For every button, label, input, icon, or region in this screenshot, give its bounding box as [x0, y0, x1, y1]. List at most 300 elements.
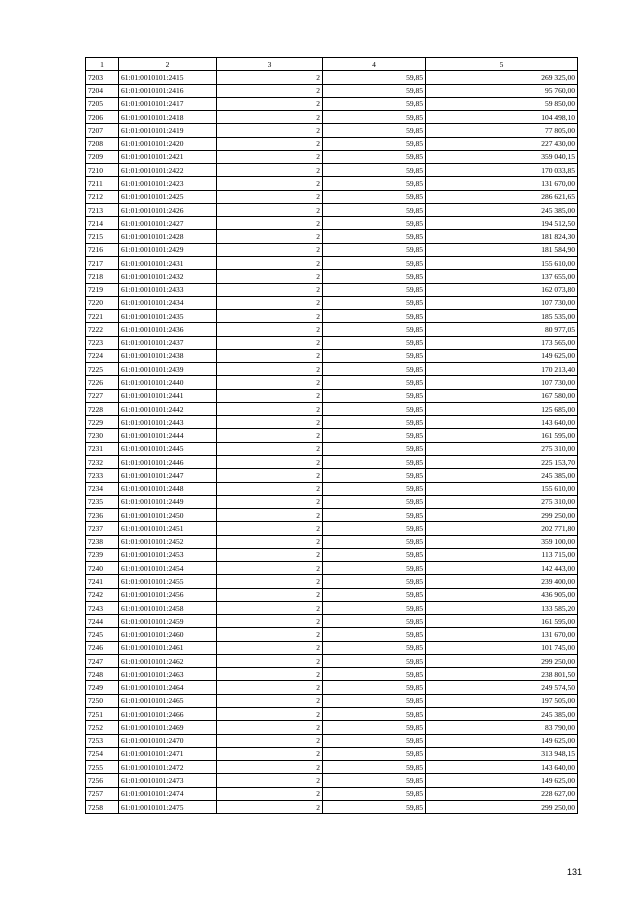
table-cell: 131 670,00 — [426, 177, 578, 190]
table-cell: 59,85 — [323, 721, 426, 734]
table-cell: 61:01:0010101:2433 — [119, 283, 217, 296]
table-cell: 7220 — [86, 296, 119, 309]
table-row — [86, 349, 578, 362]
table-cell: 2 — [217, 548, 323, 561]
table-cell: 2 — [217, 203, 323, 216]
table-cell: 61:01:0010101:2462 — [119, 654, 217, 667]
table-row — [86, 628, 578, 641]
table-cell: 161 595,00 — [426, 429, 578, 442]
table-cell: 245 385,00 — [426, 203, 578, 216]
table-cell: 59,85 — [323, 111, 426, 124]
table-row — [86, 310, 578, 323]
table-row — [86, 747, 578, 760]
table-cell: 7219 — [86, 283, 119, 296]
table-cell: 61:01:0010101:2453 — [119, 548, 217, 561]
table-cell: 2 — [217, 416, 323, 429]
table-cell: 107 730,00 — [426, 296, 578, 309]
table-cell: 245 385,00 — [426, 708, 578, 721]
table-cell: 59,85 — [323, 363, 426, 376]
table-cell: 249 574,50 — [426, 681, 578, 694]
table-cell: 2 — [217, 124, 323, 137]
table-cell: 61:01:0010101:2458 — [119, 601, 217, 614]
table-row — [86, 137, 578, 150]
table-cell: 7223 — [86, 336, 119, 349]
table-cell: 2 — [217, 349, 323, 362]
table-cell: 59,85 — [323, 164, 426, 177]
table-cell: 2 — [217, 708, 323, 721]
table-cell: 61:01:0010101:2432 — [119, 270, 217, 283]
table-cell: 59,85 — [323, 349, 426, 362]
table-cell: 2 — [217, 668, 323, 681]
table-cell: 7249 — [86, 681, 119, 694]
table-cell: 7256 — [86, 774, 119, 787]
table-cell: 61:01:0010101:2442 — [119, 402, 217, 415]
table-row — [86, 694, 578, 707]
table-cell: 61:01:0010101:2473 — [119, 774, 217, 787]
table-cell: 61:01:0010101:2472 — [119, 761, 217, 774]
table-row — [86, 588, 578, 601]
table-cell: 181 584,90 — [426, 243, 578, 256]
table-cell: 59,85 — [323, 256, 426, 269]
table-cell: 61:01:0010101:2435 — [119, 310, 217, 323]
table-cell: 59,85 — [323, 84, 426, 97]
table-cell: 61:01:0010101:2470 — [119, 734, 217, 747]
table-cell: 7253 — [86, 734, 119, 747]
table-cell: 7241 — [86, 575, 119, 588]
table-cell: 185 535,00 — [426, 310, 578, 323]
table-cell: 7255 — [86, 761, 119, 774]
table-cell: 7237 — [86, 522, 119, 535]
table-cell: 59,85 — [323, 455, 426, 468]
table-cell: 149 625,00 — [426, 349, 578, 362]
table-cell: 133 585,20 — [426, 601, 578, 614]
table-cell: 7210 — [86, 164, 119, 177]
table-row — [86, 84, 578, 97]
table-cell: 228 627,00 — [426, 787, 578, 800]
table-cell: 61:01:0010101:2431 — [119, 256, 217, 269]
table-cell: 161 595,00 — [426, 615, 578, 628]
table-cell: 125 685,00 — [426, 402, 578, 415]
table-cell: 61:01:0010101:2450 — [119, 509, 217, 522]
table-cell: 238 801,50 — [426, 668, 578, 681]
table-cell: 2 — [217, 774, 323, 787]
table-row — [86, 721, 578, 734]
table-cell: 59,85 — [323, 601, 426, 614]
table-row — [86, 761, 578, 774]
table-cell: 2 — [217, 137, 323, 150]
table-cell: 313 948,15 — [426, 747, 578, 760]
table-cell: 7243 — [86, 601, 119, 614]
table-cell: 61:01:0010101:2456 — [119, 588, 217, 601]
table-cell: 7245 — [86, 628, 119, 641]
table-cell: 2 — [217, 601, 323, 614]
table-cell: 2 — [217, 310, 323, 323]
table-cell: 61:01:0010101:2463 — [119, 668, 217, 681]
table-cell: 227 430,00 — [426, 137, 578, 150]
table-cell: 61:01:0010101:2446 — [119, 455, 217, 468]
table-row — [86, 283, 578, 296]
table-cell: 2 — [217, 389, 323, 402]
table-cell: 2 — [217, 495, 323, 508]
table-cell: 61:01:0010101:2440 — [119, 376, 217, 389]
table-cell: 7252 — [86, 721, 119, 734]
table-cell: 61:01:0010101:2428 — [119, 230, 217, 243]
table-cell: 61:01:0010101:2434 — [119, 296, 217, 309]
table-cell: 59,85 — [323, 641, 426, 654]
table-cell: 61:01:0010101:2438 — [119, 349, 217, 362]
table-cell: 59,85 — [323, 774, 426, 787]
table-cell: 7213 — [86, 203, 119, 216]
table-cell: 95 760,00 — [426, 84, 578, 97]
table-cell: 2 — [217, 84, 323, 97]
table-cell: 59,85 — [323, 522, 426, 535]
table-cell: 59,85 — [323, 442, 426, 455]
table-cell: 61:01:0010101:2466 — [119, 708, 217, 721]
table-cell: 7230 — [86, 429, 119, 442]
data-table — [85, 57, 578, 814]
table-row — [86, 111, 578, 124]
table-cell: 149 625,00 — [426, 774, 578, 787]
table-row — [86, 124, 578, 137]
table-row — [86, 164, 578, 177]
table-cell: 59,85 — [323, 336, 426, 349]
column-header-2: 2 — [119, 58, 217, 71]
table-cell: 142 443,00 — [426, 562, 578, 575]
table-cell: 7221 — [86, 310, 119, 323]
table-row — [86, 230, 578, 243]
table-cell: 2 — [217, 694, 323, 707]
table-row — [86, 787, 578, 800]
table-cell: 7206 — [86, 111, 119, 124]
table-cell: 101 745,00 — [426, 641, 578, 654]
table-cell: 7212 — [86, 190, 119, 203]
table-row — [86, 203, 578, 216]
table-cell: 59,85 — [323, 270, 426, 283]
table-cell: 2 — [217, 230, 323, 243]
table-row — [86, 190, 578, 203]
table-cell: 61:01:0010101:2421 — [119, 150, 217, 163]
table-cell: 59,85 — [323, 761, 426, 774]
table-cell: 149 625,00 — [426, 734, 578, 747]
table-row — [86, 482, 578, 495]
table-cell: 104 498,10 — [426, 111, 578, 124]
table-cell: 2 — [217, 588, 323, 601]
table-cell: 107 730,00 — [426, 376, 578, 389]
table-row — [86, 509, 578, 522]
table-cell: 7258 — [86, 800, 119, 813]
table-cell: 7238 — [86, 535, 119, 548]
table-row — [86, 668, 578, 681]
table-cell: 59,85 — [323, 71, 426, 84]
table-cell: 2 — [217, 800, 323, 813]
table-cell: 2 — [217, 628, 323, 641]
table-row — [86, 535, 578, 548]
table-cell: 2 — [217, 217, 323, 230]
table-cell: 59,85 — [323, 509, 426, 522]
table-cell: 59,85 — [323, 787, 426, 800]
table-cell: 239 400,00 — [426, 575, 578, 588]
table-cell: 2 — [217, 522, 323, 535]
table-cell: 59,85 — [323, 150, 426, 163]
table-cell: 2 — [217, 97, 323, 110]
table-cell: 2 — [217, 71, 323, 84]
table-cell: 59,85 — [323, 708, 426, 721]
table-cell: 2 — [217, 323, 323, 336]
table-cell: 275 310,00 — [426, 442, 578, 455]
table-cell: 59,85 — [323, 429, 426, 442]
table-cell: 7250 — [86, 694, 119, 707]
table-cell: 7233 — [86, 469, 119, 482]
table-cell: 61:01:0010101:2425 — [119, 190, 217, 203]
table-cell: 59,85 — [323, 681, 426, 694]
table-cell: 197 505,00 — [426, 694, 578, 707]
table-cell: 7216 — [86, 243, 119, 256]
table-row — [86, 429, 578, 442]
table-header-row — [86, 58, 578, 71]
table-cell: 59,85 — [323, 283, 426, 296]
table-cell: 7224 — [86, 349, 119, 362]
table-cell: 59,85 — [323, 376, 426, 389]
table-cell: 2 — [217, 641, 323, 654]
table-cell: 143 640,00 — [426, 761, 578, 774]
table-cell: 59,85 — [323, 124, 426, 137]
table-cell: 7225 — [86, 363, 119, 376]
table-cell: 2 — [217, 177, 323, 190]
table-cell: 299 250,00 — [426, 654, 578, 667]
table-cell: 7239 — [86, 548, 119, 561]
table-cell: 2 — [217, 535, 323, 548]
table-cell: 7232 — [86, 455, 119, 468]
table-cell: 7251 — [86, 708, 119, 721]
table-cell: 59 850,00 — [426, 97, 578, 110]
table-cell: 59,85 — [323, 402, 426, 415]
table-row — [86, 256, 578, 269]
table-cell: 7246 — [86, 641, 119, 654]
table-cell: 155 610,00 — [426, 482, 578, 495]
table-cell: 170 033,85 — [426, 164, 578, 177]
table-cell: 2 — [217, 376, 323, 389]
table-cell: 7236 — [86, 509, 119, 522]
table-cell: 61:01:0010101:2475 — [119, 800, 217, 813]
table-cell: 7205 — [86, 97, 119, 110]
table-cell: 2 — [217, 256, 323, 269]
table-cell: 436 905,00 — [426, 588, 578, 601]
table-cell: 7257 — [86, 787, 119, 800]
table-cell: 61:01:0010101:2418 — [119, 111, 217, 124]
table-cell: 2 — [217, 429, 323, 442]
table-cell: 7235 — [86, 495, 119, 508]
table-cell: 2 — [217, 734, 323, 747]
table-cell: 299 250,00 — [426, 800, 578, 813]
table-cell: 59,85 — [323, 137, 426, 150]
table-cell: 275 310,00 — [426, 495, 578, 508]
table-row — [86, 442, 578, 455]
table-row — [86, 243, 578, 256]
table-cell: 59,85 — [323, 190, 426, 203]
table-cell: 59,85 — [323, 562, 426, 575]
table-cell: 7207 — [86, 124, 119, 137]
table-cell: 7217 — [86, 256, 119, 269]
column-header-1: 1 — [86, 58, 119, 71]
table-row — [86, 217, 578, 230]
table-cell: 61:01:0010101:2461 — [119, 641, 217, 654]
table-cell: 61:01:0010101:2417 — [119, 97, 217, 110]
table-cell: 7208 — [86, 137, 119, 150]
table-cell: 131 670,00 — [426, 628, 578, 641]
table-row — [86, 601, 578, 614]
table-cell: 59,85 — [323, 588, 426, 601]
table-cell: 2 — [217, 442, 323, 455]
table-cell: 2 — [217, 615, 323, 628]
table-cell: 80 977,05 — [426, 323, 578, 336]
table-cell: 7214 — [86, 217, 119, 230]
table-cell: 61:01:0010101:2474 — [119, 787, 217, 800]
table-cell: 7244 — [86, 615, 119, 628]
table-cell: 269 325,00 — [426, 71, 578, 84]
table-cell: 61:01:0010101:2449 — [119, 495, 217, 508]
table-cell: 7240 — [86, 562, 119, 575]
table-row — [86, 402, 578, 415]
table-cell: 2 — [217, 283, 323, 296]
table-row — [86, 548, 578, 561]
table-row — [86, 177, 578, 190]
table-cell: 7242 — [86, 588, 119, 601]
table-row — [86, 150, 578, 163]
table-cell: 181 824,30 — [426, 230, 578, 243]
table-cell: 2 — [217, 270, 323, 283]
table-row — [86, 654, 578, 667]
table-cell: 7209 — [86, 150, 119, 163]
table-row — [86, 734, 578, 747]
table-cell: 59,85 — [323, 800, 426, 813]
table-row — [86, 575, 578, 588]
table-cell: 61:01:0010101:2448 — [119, 482, 217, 495]
table-cell: 61:01:0010101:2454 — [119, 562, 217, 575]
table-row — [86, 641, 578, 654]
table-cell: 113 715,00 — [426, 548, 578, 561]
table-cell: 7204 — [86, 84, 119, 97]
table-cell: 2 — [217, 681, 323, 694]
table-cell: 173 565,00 — [426, 336, 578, 349]
table-row — [86, 323, 578, 336]
table-row — [86, 71, 578, 84]
table-cell: 59,85 — [323, 177, 426, 190]
table-cell: 2 — [217, 747, 323, 760]
table-cell: 7203 — [86, 71, 119, 84]
table-cell: 155 610,00 — [426, 256, 578, 269]
table-row — [86, 270, 578, 283]
table-row — [86, 469, 578, 482]
table-row — [86, 681, 578, 694]
table-cell: 7254 — [86, 747, 119, 760]
table-cell: 7231 — [86, 442, 119, 455]
table-cell: 2 — [217, 575, 323, 588]
table-row — [86, 97, 578, 110]
table-cell: 7218 — [86, 270, 119, 283]
table-cell: 59,85 — [323, 230, 426, 243]
table-body — [86, 71, 578, 814]
table-row — [86, 495, 578, 508]
table-cell: 59,85 — [323, 389, 426, 402]
page-number: 131 — [566, 867, 582, 877]
column-header-4: 4 — [323, 58, 426, 71]
table-cell: 7247 — [86, 654, 119, 667]
table-cell: 2 — [217, 469, 323, 482]
column-header-3: 3 — [217, 58, 323, 71]
table-row — [86, 455, 578, 468]
table-row — [86, 416, 578, 429]
table-cell: 2 — [217, 363, 323, 376]
table-cell: 7248 — [86, 668, 119, 681]
table-cell: 61:01:0010101:2441 — [119, 389, 217, 402]
table-cell: 7226 — [86, 376, 119, 389]
table-cell: 7215 — [86, 230, 119, 243]
table-row — [86, 774, 578, 787]
table-cell: 59,85 — [323, 628, 426, 641]
table-cell: 59,85 — [323, 734, 426, 747]
table-cell: 61:01:0010101:2459 — [119, 615, 217, 628]
table-cell: 194 512,50 — [426, 217, 578, 230]
table-cell: 61:01:0010101:2452 — [119, 535, 217, 548]
table-cell: 299 250,00 — [426, 509, 578, 522]
column-header-5: 5 — [426, 58, 578, 71]
table-cell: 59,85 — [323, 615, 426, 628]
table-cell: 245 385,00 — [426, 469, 578, 482]
table-cell: 61:01:0010101:2451 — [119, 522, 217, 535]
table-cell: 2 — [217, 296, 323, 309]
table-cell: 61:01:0010101:2465 — [119, 694, 217, 707]
table-cell: 225 153,70 — [426, 455, 578, 468]
table-cell: 2 — [217, 243, 323, 256]
table-cell: 2 — [217, 482, 323, 495]
table-cell: 61:01:0010101:2464 — [119, 681, 217, 694]
table-cell: 7211 — [86, 177, 119, 190]
table-cell: 2 — [217, 455, 323, 468]
table-cell: 202 771,80 — [426, 522, 578, 535]
table-cell: 61:01:0010101:2469 — [119, 721, 217, 734]
table-cell: 59,85 — [323, 416, 426, 429]
table-cell: 59,85 — [323, 694, 426, 707]
table-cell: 59,85 — [323, 495, 426, 508]
table-cell: 61:01:0010101:2422 — [119, 164, 217, 177]
table-cell: 61:01:0010101:2426 — [119, 203, 217, 216]
table-cell: 2 — [217, 402, 323, 415]
table-cell: 59,85 — [323, 203, 426, 216]
table-cell: 59,85 — [323, 323, 426, 336]
table-cell: 61:01:0010101:2416 — [119, 84, 217, 97]
table-row — [86, 336, 578, 349]
table-cell: 61:01:0010101:2419 — [119, 124, 217, 137]
table-cell: 2 — [217, 761, 323, 774]
table-row — [86, 389, 578, 402]
table-row — [86, 376, 578, 389]
table-cell: 61:01:0010101:2429 — [119, 243, 217, 256]
table-cell: 61:01:0010101:2427 — [119, 217, 217, 230]
table-cell: 61:01:0010101:2447 — [119, 469, 217, 482]
table-cell: 59,85 — [323, 747, 426, 760]
table-cell: 61:01:0010101:2423 — [119, 177, 217, 190]
table-cell: 7227 — [86, 389, 119, 402]
table-cell: 2 — [217, 562, 323, 575]
table-cell: 59,85 — [323, 217, 426, 230]
table-cell: 61:01:0010101:2437 — [119, 336, 217, 349]
table-cell: 143 640,00 — [426, 416, 578, 429]
table-cell: 7222 — [86, 323, 119, 336]
table-cell: 170 213,40 — [426, 363, 578, 376]
table-row — [86, 708, 578, 721]
table-cell: 77 805,00 — [426, 124, 578, 137]
table-cell: 359 040,15 — [426, 150, 578, 163]
